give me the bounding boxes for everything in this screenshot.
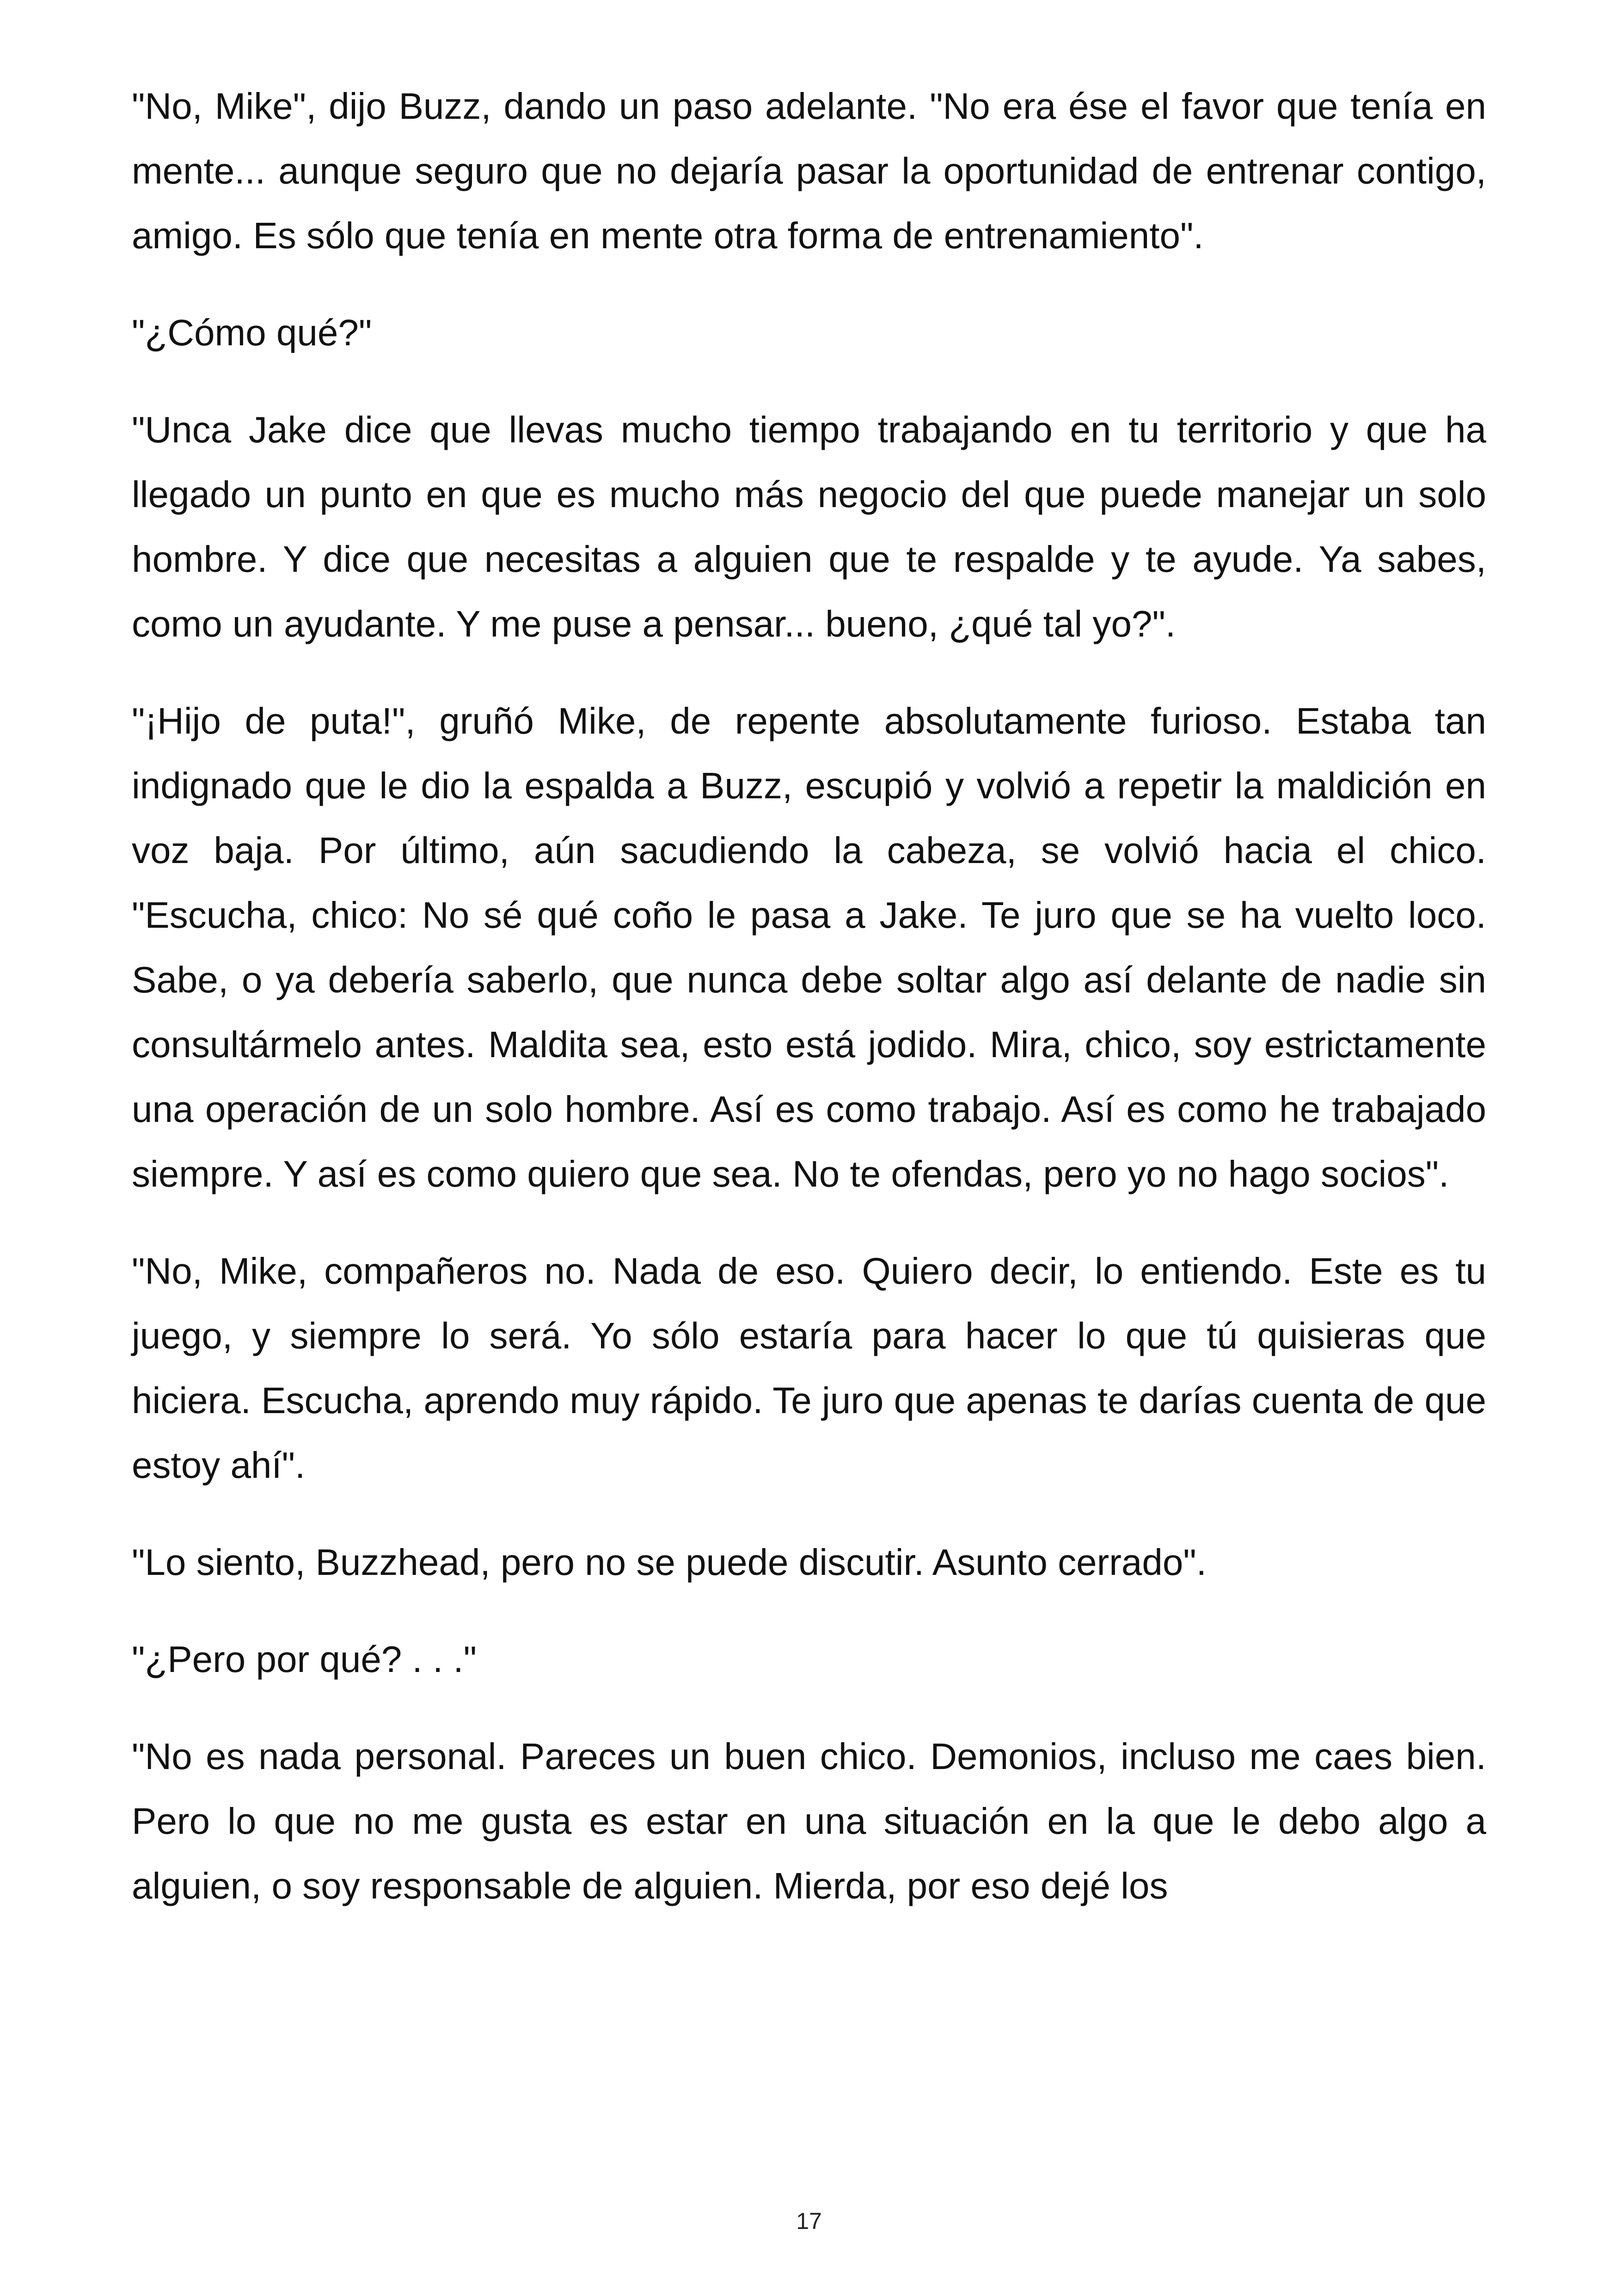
- paragraph-3: "Unca Jake dice que llevas mucho tiempo trabajando en tu territorio y que ha llegado un punto en que es mucho más negocio del que puede manejar un solo hombre. Y dice que necesitas a alguien que te respalde y te ayude. Ya sabes, como un ayudante. Y me puse a pensar... bueno, ¿qué tal yo?".: [132, 409, 1486, 644]
- paragraph-7: "¿Pero por qué? . . .": [132, 1639, 477, 1680]
- paragraph-4: "¡Hijo de puta!", gruñó Mike, de repente absolutamente furioso. Estaba tan indignado que le dio la espalda a Buzz, escupió y volvió a repetir la maldición en voz baja. Por último, aún sacudiendo la cabeza, se volvió hacia el chico. "Escucha, chico: No sé qué coño le pasa a Jake. Te juro que se ha vuelto loco. Sabe, o ya debería saberlo, que nunca debe soltar algo así delante de nadie sin consultármelo antes. Maldita sea, esto está jodido. Mira, chico, soy estrictamente una operación de un solo hombre. Así es como trabajo. Así es como he trabajado siempre. Y así es como quiero que sea. No te ofendas, pero yo no hago socios".: [132, 700, 1486, 1194]
- body-text: [132, 74, 1486, 1951]
- paragraph-6: "Lo siento, Buzzhead, pero no se puede discutir. Asunto cerrado".: [132, 1542, 1207, 1583]
- paragraph-1: "No, Mike", dijo Buzz, dando un paso adelante. "No era ése el favor que tenía en mente... aunque seguro que no dejaría pasar la oportunidad de entrenar contigo, amigo. Es sólo que tenía en mente otra forma de entrenamiento".: [132, 86, 1486, 256]
- paragraph-5: "No, Mike, compañeros no. Nada de eso. Quiero decir, lo entiendo. Este es tu juego, y siempre lo será. Yo sólo estaría para hacer lo que tú quisieras que hiciera. Escucha, aprendo muy rápido. Te juro que apenas te darías cuenta de que estoy ahí".: [132, 1250, 1486, 1486]
- paragraph-2: "¿Cómo qué?": [132, 312, 372, 353]
- paragraph-8: "No es nada personal. Pareces un buen chico. Demonios, incluso me caes bien. Pero lo que no me gusta es estar en una situación en la que le debo algo a alguien, o soy responsable de alguien. Mierda, por eso dejé los: [132, 1736, 1486, 1906]
- page-number: 17: [796, 2208, 822, 2234]
